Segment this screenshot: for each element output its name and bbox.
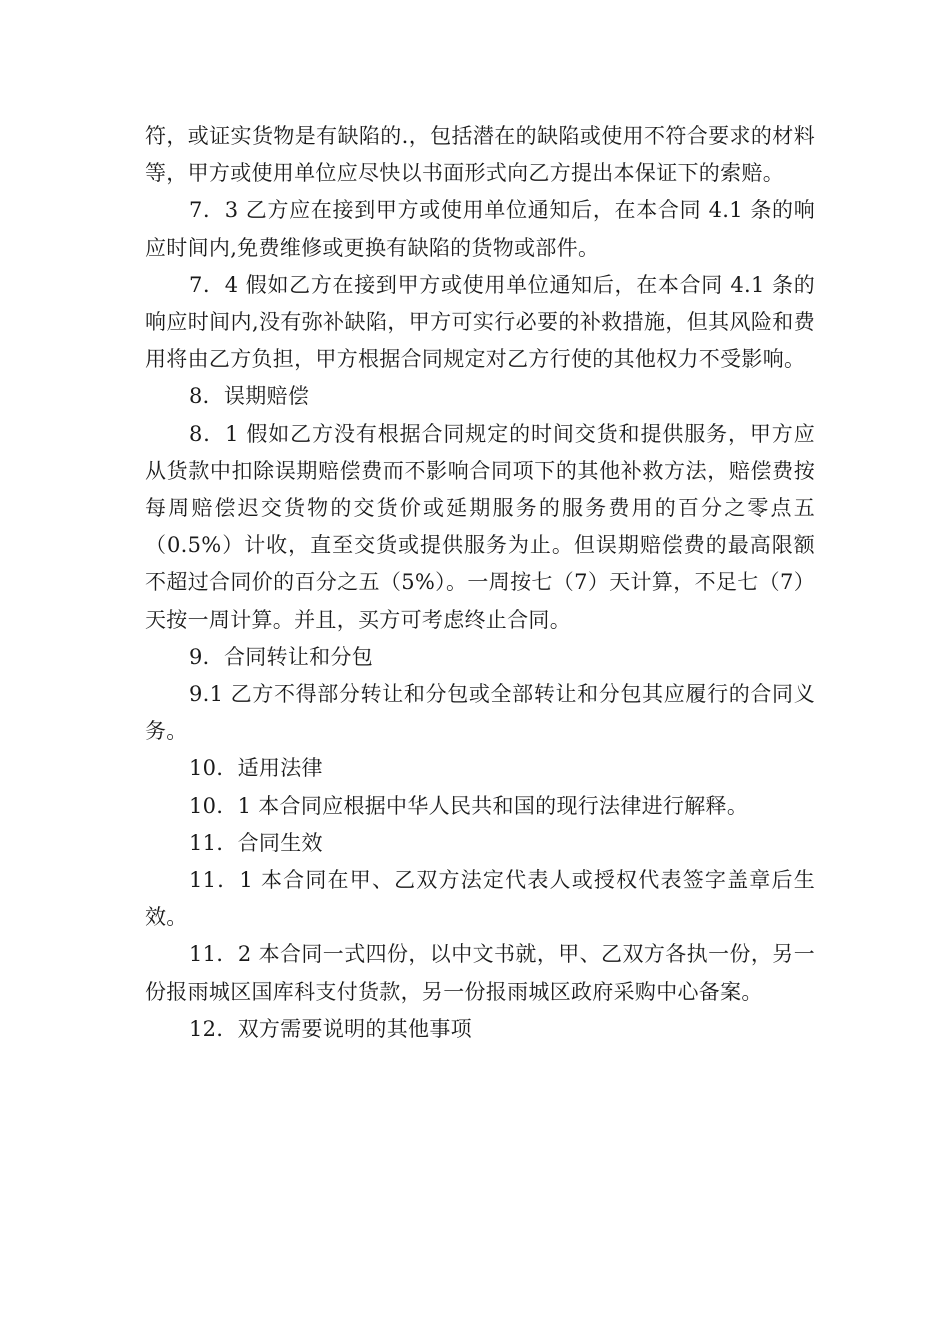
section-heading-12: 12．双方需要说明的其他事项 bbox=[189, 1016, 472, 1041]
clause-11-2: 11．2 本合同一式四份，以中文书就，甲、乙双方各执一份，另一份报雨城区国库科支付货款，另一份报雨城区政府采购中心备案。 bbox=[145, 942, 815, 1004]
section-heading-10: 10．适用法律 bbox=[189, 756, 323, 781]
clause-8-1: 8．1 假如乙方没有根据合同规定的时间交货和提供服务，甲方应从货款中扣除误期赔偿费而不影响合同项下的其他补救方法，赔偿费按每周赔偿迟交货物的交货价或延期服务的服务费用的百分之零点五（0.5%）计收，直至交货或提供服务为止。但误期赔偿费的最高限额不超过合同价的百分之五（5%）。一周按七（7）天计算，不足七（7）天按一周计算。并且，买方可考虑终止合同。 bbox=[145, 421, 815, 632]
section-heading-9: 9．合同转让和分包 bbox=[189, 644, 374, 669]
document-body bbox=[145, 118, 815, 1048]
clause-7-3: 7．3 乙方应在接到甲方或使用单位通知后，在本合同 4.1 条的响应时间内,免费维修或更换有缺陷的货物或部件。 bbox=[145, 198, 815, 260]
paragraph-7-2-continued: 符，或证实货物是有缺陷的.，包括潜在的缺陷或使用不符合要求的材料等，甲方或使用单位应尽快以书面形式向乙方提出本保证下的索赔。 bbox=[145, 124, 815, 186]
clause-10-1: 10．1 本合同应根据中华人民共和国的现行法律进行解释。 bbox=[189, 793, 749, 818]
clause-7-4: 7．4 假如乙方在接到甲方或使用单位通知后，在本合同 4.1 条的响应时间内,没有弥补缺陷，甲方可实行必要的补救措施，但其风险和费用将由乙方负担，甲方根据合同规定对乙方行使的其他权力不受影响。 bbox=[145, 272, 815, 372]
section-heading-8: 8．误期赔偿 bbox=[189, 384, 310, 409]
section-heading-11: 11．合同生效 bbox=[189, 830, 323, 855]
clause-9-1: 9.1 乙方不得部分转让和分包或全部转让和分包其应履行的合同义务。 bbox=[145, 682, 815, 744]
clause-11-1: 11．1 本合同在甲、乙双方法定代表人或授权代表签字盖章后生效。 bbox=[145, 868, 815, 930]
